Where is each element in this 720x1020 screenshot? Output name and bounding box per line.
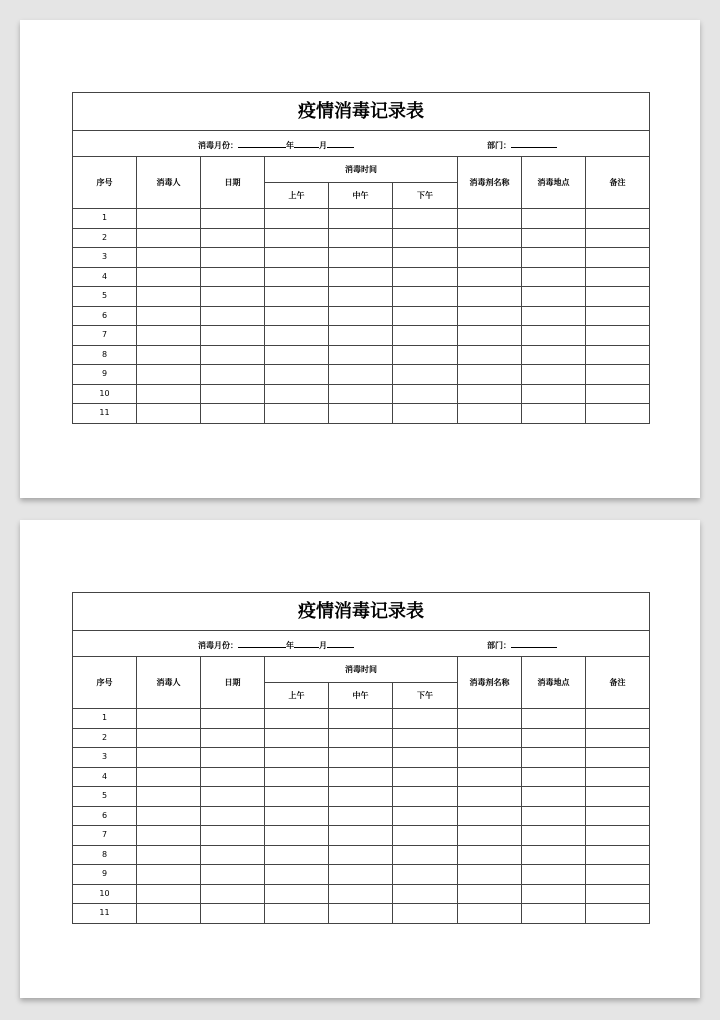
row-number: 4 bbox=[73, 767, 137, 787]
entry-cell[interactable] bbox=[329, 865, 393, 885]
entry-cell[interactable] bbox=[201, 904, 265, 924]
entry-cell[interactable] bbox=[265, 767, 329, 787]
entry-cell[interactable] bbox=[393, 728, 458, 748]
entry-cell[interactable] bbox=[458, 845, 522, 865]
entry-cell[interactable] bbox=[393, 267, 458, 287]
entry-cell[interactable] bbox=[265, 267, 329, 287]
table-row bbox=[73, 287, 650, 307]
entry-cell[interactable] bbox=[458, 345, 522, 365]
entry-cell[interactable] bbox=[522, 209, 586, 229]
entry-cell[interactable] bbox=[329, 345, 393, 365]
row-number: 10 bbox=[73, 884, 137, 904]
entry-cell[interactable] bbox=[137, 306, 201, 326]
month-tail-blank[interactable] bbox=[327, 140, 354, 148]
entry-cell[interactable] bbox=[137, 728, 201, 748]
entry-cell[interactable] bbox=[458, 767, 522, 787]
entry-cell[interactable] bbox=[458, 267, 522, 287]
table-row bbox=[73, 709, 650, 729]
header-morning: 上午 bbox=[265, 683, 329, 709]
entry-cell[interactable] bbox=[329, 904, 393, 924]
row-number: 7 bbox=[73, 326, 137, 346]
entry-cell[interactable] bbox=[393, 345, 458, 365]
table-row bbox=[73, 884, 650, 904]
department-blank[interactable] bbox=[511, 640, 557, 648]
entry-cell[interactable] bbox=[329, 826, 393, 846]
header-location: 消毒地点 bbox=[522, 157, 586, 209]
entry-cell[interactable] bbox=[201, 345, 265, 365]
entry-cell[interactable] bbox=[522, 228, 586, 248]
entry-cell[interactable] bbox=[329, 787, 393, 807]
entry-cell[interactable] bbox=[522, 345, 586, 365]
table-row bbox=[73, 865, 650, 885]
header-notes: 备注 bbox=[586, 657, 650, 709]
entry-cell[interactable] bbox=[137, 267, 201, 287]
row-number: 1 bbox=[73, 709, 137, 729]
header-person: 消毒人 bbox=[137, 157, 201, 209]
entry-cell[interactable] bbox=[265, 709, 329, 729]
entry-cell[interactable] bbox=[393, 787, 458, 807]
entry-cell[interactable] bbox=[201, 384, 265, 404]
entry-cell[interactable] bbox=[458, 904, 522, 924]
entry-cell[interactable] bbox=[137, 787, 201, 807]
entry-cell[interactable] bbox=[201, 306, 265, 326]
entry-cell[interactable] bbox=[137, 845, 201, 865]
table-row bbox=[73, 787, 650, 807]
entry-cell[interactable] bbox=[586, 865, 650, 885]
table-row bbox=[73, 806, 650, 826]
entry-cell[interactable] bbox=[522, 404, 586, 424]
table-row bbox=[73, 404, 650, 424]
entry-cell[interactable] bbox=[201, 806, 265, 826]
entry-cell[interactable] bbox=[522, 248, 586, 268]
row-number: 8 bbox=[73, 845, 137, 865]
header-noon: 中午 bbox=[329, 683, 393, 709]
entry-cell[interactable] bbox=[137, 365, 201, 385]
entry-cell[interactable] bbox=[265, 845, 329, 865]
header-notes: 备注 bbox=[586, 157, 650, 209]
department-field[interactable] bbox=[487, 140, 557, 150]
entry-cell[interactable] bbox=[393, 767, 458, 787]
header-agent: 消毒剂名称 bbox=[458, 657, 522, 709]
entry-cell[interactable] bbox=[137, 228, 201, 248]
entry-cell[interactable] bbox=[329, 845, 393, 865]
entry-cell[interactable] bbox=[522, 787, 586, 807]
entry-cell[interactable] bbox=[458, 326, 522, 346]
entry-cell[interactable] bbox=[522, 267, 586, 287]
entry-cell[interactable] bbox=[201, 709, 265, 729]
entry-cell[interactable] bbox=[201, 248, 265, 268]
entry-cell[interactable] bbox=[522, 384, 586, 404]
entry-cell[interactable] bbox=[586, 728, 650, 748]
entry-cell[interactable] bbox=[137, 806, 201, 826]
entry-cell[interactable] bbox=[586, 267, 650, 287]
department-label: 部门： bbox=[487, 141, 511, 150]
entry-cell[interactable] bbox=[458, 228, 522, 248]
row-number: 2 bbox=[73, 728, 137, 748]
table-row bbox=[73, 904, 650, 924]
entry-cell[interactable] bbox=[265, 209, 329, 229]
entry-cell[interactable] bbox=[265, 228, 329, 248]
entry-cell[interactable] bbox=[201, 767, 265, 787]
table-row bbox=[73, 326, 650, 346]
row-number: 8 bbox=[73, 345, 137, 365]
entry-cell[interactable] bbox=[586, 748, 650, 768]
entry-cell[interactable] bbox=[522, 728, 586, 748]
row-number: 3 bbox=[73, 748, 137, 768]
year-blank[interactable] bbox=[238, 640, 286, 648]
form-page-1 bbox=[20, 20, 700, 498]
entry-cell[interactable] bbox=[201, 267, 265, 287]
header-location: 消毒地点 bbox=[522, 657, 586, 709]
header-person: 消毒人 bbox=[137, 657, 201, 709]
entry-cell[interactable] bbox=[137, 404, 201, 424]
entry-cell[interactable] bbox=[522, 845, 586, 865]
entry-cell[interactable] bbox=[329, 748, 393, 768]
entry-cell[interactable] bbox=[586, 767, 650, 787]
entry-cell[interactable] bbox=[329, 404, 393, 424]
header-date: 日期 bbox=[201, 157, 265, 209]
department-blank[interactable] bbox=[511, 140, 557, 148]
department-label: 部门： bbox=[487, 641, 511, 650]
year-label: 年 bbox=[286, 141, 294, 150]
entry-cell[interactable] bbox=[458, 865, 522, 885]
entry-cell[interactable] bbox=[522, 767, 586, 787]
entry-cell[interactable] bbox=[265, 365, 329, 385]
entry-cell[interactable] bbox=[265, 787, 329, 807]
entry-cell[interactable] bbox=[586, 306, 650, 326]
entry-cell[interactable] bbox=[201, 326, 265, 346]
form-meta-row bbox=[73, 631, 650, 657]
entry-cell[interactable] bbox=[393, 287, 458, 307]
entry-cell[interactable] bbox=[137, 345, 201, 365]
table-row bbox=[73, 209, 650, 229]
entry-cell[interactable] bbox=[458, 365, 522, 385]
row-number: 11 bbox=[73, 904, 137, 924]
entry-cell[interactable] bbox=[586, 404, 650, 424]
entry-cell[interactable] bbox=[329, 709, 393, 729]
row-number: 5 bbox=[73, 287, 137, 307]
entry-cell[interactable] bbox=[265, 806, 329, 826]
header-seq: 序号 bbox=[73, 157, 137, 209]
row-number: 9 bbox=[73, 865, 137, 885]
header-afternoon: 下午 bbox=[393, 683, 458, 709]
entry-cell[interactable] bbox=[201, 865, 265, 885]
entry-cell[interactable] bbox=[586, 209, 650, 229]
entry-cell[interactable] bbox=[586, 384, 650, 404]
year-blank[interactable] bbox=[238, 140, 286, 148]
header-time-group: 消毒时间 bbox=[265, 657, 458, 683]
form-title: 疫情消毒记录表 bbox=[73, 593, 650, 631]
row-number: 10 bbox=[73, 384, 137, 404]
entry-cell[interactable] bbox=[329, 248, 393, 268]
form-title: 疫情消毒记录表 bbox=[73, 93, 650, 131]
entry-cell[interactable] bbox=[201, 748, 265, 768]
entry-cell[interactable] bbox=[393, 326, 458, 346]
table-row bbox=[73, 345, 650, 365]
entry-cell[interactable] bbox=[522, 884, 586, 904]
entry-cell[interactable] bbox=[329, 287, 393, 307]
entry-cell[interactable] bbox=[265, 884, 329, 904]
entry-cell[interactable] bbox=[137, 884, 201, 904]
entry-cell[interactable] bbox=[458, 384, 522, 404]
month-blank[interactable] bbox=[294, 640, 319, 648]
entry-cell[interactable] bbox=[265, 826, 329, 846]
disinfection-record-table bbox=[72, 92, 650, 424]
entry-cell[interactable] bbox=[522, 326, 586, 346]
header-seq: 序号 bbox=[73, 657, 137, 709]
entry-cell[interactable] bbox=[393, 884, 458, 904]
entry-cell[interactable] bbox=[393, 865, 458, 885]
entry-cell[interactable] bbox=[586, 287, 650, 307]
year-label: 年 bbox=[286, 641, 294, 650]
entry-cell[interactable] bbox=[265, 748, 329, 768]
entry-cell[interactable] bbox=[393, 806, 458, 826]
month-label: 消毒月份： bbox=[198, 141, 238, 150]
row-number: 4 bbox=[73, 267, 137, 287]
entry-cell[interactable] bbox=[265, 248, 329, 268]
entry-cell[interactable] bbox=[586, 826, 650, 846]
table-row bbox=[73, 748, 650, 768]
entry-cell[interactable] bbox=[586, 345, 650, 365]
table-row bbox=[73, 826, 650, 846]
entry-cell[interactable] bbox=[586, 787, 650, 807]
entry-cell[interactable] bbox=[393, 845, 458, 865]
entry-cell[interactable] bbox=[458, 209, 522, 229]
entry-cell[interactable] bbox=[329, 209, 393, 229]
entry-cell[interactable] bbox=[458, 709, 522, 729]
table-row bbox=[73, 728, 650, 748]
row-number: 5 bbox=[73, 787, 137, 807]
entry-cell[interactable] bbox=[586, 326, 650, 346]
entry-cell[interactable] bbox=[393, 365, 458, 385]
row-number: 2 bbox=[73, 228, 137, 248]
entry-cell[interactable] bbox=[265, 287, 329, 307]
entry-cell[interactable] bbox=[265, 904, 329, 924]
header-afternoon: 下午 bbox=[393, 183, 458, 209]
entry-cell[interactable] bbox=[393, 826, 458, 846]
entry-cell[interactable] bbox=[522, 306, 586, 326]
month-blank[interactable] bbox=[294, 140, 319, 148]
entry-cell[interactable] bbox=[265, 865, 329, 885]
month-field[interactable] bbox=[198, 140, 354, 150]
entry-cell[interactable] bbox=[522, 904, 586, 924]
entry-cell[interactable] bbox=[201, 826, 265, 846]
entry-cell[interactable] bbox=[458, 787, 522, 807]
entry-cell[interactable] bbox=[522, 865, 586, 885]
row-number: 3 bbox=[73, 248, 137, 268]
table-row bbox=[73, 228, 650, 248]
entry-cell[interactable] bbox=[201, 404, 265, 424]
month-label: 消毒月份： bbox=[198, 641, 238, 650]
entry-cell[interactable] bbox=[329, 306, 393, 326]
disinfection-record-table bbox=[72, 592, 650, 924]
entry-cell[interactable] bbox=[393, 228, 458, 248]
entry-cell[interactable] bbox=[137, 287, 201, 307]
entry-cell[interactable] bbox=[393, 306, 458, 326]
table-row bbox=[73, 365, 650, 385]
table-row bbox=[73, 845, 650, 865]
entry-cell[interactable] bbox=[393, 404, 458, 424]
month-tail-blank[interactable] bbox=[327, 640, 354, 648]
entry-cell[interactable] bbox=[586, 709, 650, 729]
entry-cell[interactable] bbox=[201, 209, 265, 229]
entry-cell[interactable] bbox=[393, 209, 458, 229]
entry-cell[interactable] bbox=[586, 365, 650, 385]
entry-cell[interactable] bbox=[458, 806, 522, 826]
form-meta-row bbox=[73, 131, 650, 157]
month-unit-label: 月 bbox=[319, 641, 327, 650]
entry-cell[interactable] bbox=[265, 306, 329, 326]
form-page-2 bbox=[20, 520, 700, 998]
entry-cell[interactable] bbox=[458, 728, 522, 748]
entry-cell[interactable] bbox=[458, 826, 522, 846]
entry-cell[interactable] bbox=[329, 267, 393, 287]
month-unit-label: 月 bbox=[319, 141, 327, 150]
row-number: 9 bbox=[73, 365, 137, 385]
table-row bbox=[73, 384, 650, 404]
entry-cell[interactable] bbox=[137, 904, 201, 924]
row-number: 7 bbox=[73, 826, 137, 846]
month-field[interactable] bbox=[198, 640, 354, 650]
entry-cell[interactable] bbox=[586, 806, 650, 826]
entry-cell[interactable] bbox=[265, 384, 329, 404]
entry-cell[interactable] bbox=[522, 365, 586, 385]
entry-cell[interactable] bbox=[586, 884, 650, 904]
table-row bbox=[73, 267, 650, 287]
entry-cell[interactable] bbox=[201, 287, 265, 307]
entry-cell[interactable] bbox=[137, 748, 201, 768]
header-noon: 中午 bbox=[329, 183, 393, 209]
entry-cell[interactable] bbox=[137, 209, 201, 229]
entry-cell[interactable] bbox=[137, 865, 201, 885]
entry-cell[interactable] bbox=[393, 709, 458, 729]
entry-cell[interactable] bbox=[201, 787, 265, 807]
entry-cell[interactable] bbox=[137, 248, 201, 268]
entry-cell[interactable] bbox=[329, 767, 393, 787]
entry-cell[interactable] bbox=[329, 228, 393, 248]
entry-cell[interactable] bbox=[458, 306, 522, 326]
entry-cell[interactable] bbox=[393, 248, 458, 268]
entry-cell[interactable] bbox=[201, 845, 265, 865]
entry-cell[interactable] bbox=[265, 345, 329, 365]
entry-cell[interactable] bbox=[458, 404, 522, 424]
entry-cell[interactable] bbox=[458, 248, 522, 268]
entry-cell[interactable] bbox=[586, 904, 650, 924]
table-row bbox=[73, 248, 650, 268]
entry-cell[interactable] bbox=[201, 884, 265, 904]
entry-cell[interactable] bbox=[201, 365, 265, 385]
header-agent: 消毒剂名称 bbox=[458, 157, 522, 209]
entry-cell[interactable] bbox=[458, 748, 522, 768]
entry-cell[interactable] bbox=[137, 326, 201, 346]
department-field[interactable] bbox=[487, 640, 557, 650]
entry-cell[interactable] bbox=[201, 728, 265, 748]
entry-cell[interactable] bbox=[586, 845, 650, 865]
entry-cell[interactable] bbox=[329, 365, 393, 385]
entry-cell[interactable] bbox=[137, 767, 201, 787]
table-row bbox=[73, 306, 650, 326]
row-number: 6 bbox=[73, 806, 137, 826]
entry-cell[interactable] bbox=[458, 884, 522, 904]
row-number: 1 bbox=[73, 209, 137, 229]
entry-cell[interactable] bbox=[586, 248, 650, 268]
entry-cell[interactable] bbox=[329, 884, 393, 904]
entry-cell[interactable] bbox=[137, 709, 201, 729]
entry-cell[interactable] bbox=[137, 384, 201, 404]
table-row bbox=[73, 767, 650, 787]
entry-cell[interactable] bbox=[265, 728, 329, 748]
entry-cell[interactable] bbox=[586, 228, 650, 248]
entry-cell[interactable] bbox=[393, 384, 458, 404]
entry-cell[interactable] bbox=[137, 826, 201, 846]
entry-cell[interactable] bbox=[329, 384, 393, 404]
entry-cell[interactable] bbox=[265, 404, 329, 424]
entry-cell[interactable] bbox=[522, 709, 586, 729]
entry-cell[interactable] bbox=[393, 748, 458, 768]
entry-cell[interactable] bbox=[522, 748, 586, 768]
row-number: 11 bbox=[73, 404, 137, 424]
header-time-group: 消毒时间 bbox=[265, 157, 458, 183]
header-morning: 上午 bbox=[265, 183, 329, 209]
entry-cell[interactable] bbox=[201, 228, 265, 248]
entry-cell[interactable] bbox=[265, 326, 329, 346]
entry-cell[interactable] bbox=[329, 728, 393, 748]
header-date: 日期 bbox=[201, 657, 265, 709]
entry-cell[interactable] bbox=[329, 806, 393, 826]
row-number: 6 bbox=[73, 306, 137, 326]
entry-cell[interactable] bbox=[522, 826, 586, 846]
entry-cell[interactable] bbox=[522, 287, 586, 307]
entry-cell[interactable] bbox=[522, 806, 586, 826]
entry-cell[interactable] bbox=[458, 287, 522, 307]
entry-cell[interactable] bbox=[393, 904, 458, 924]
entry-cell[interactable] bbox=[329, 326, 393, 346]
